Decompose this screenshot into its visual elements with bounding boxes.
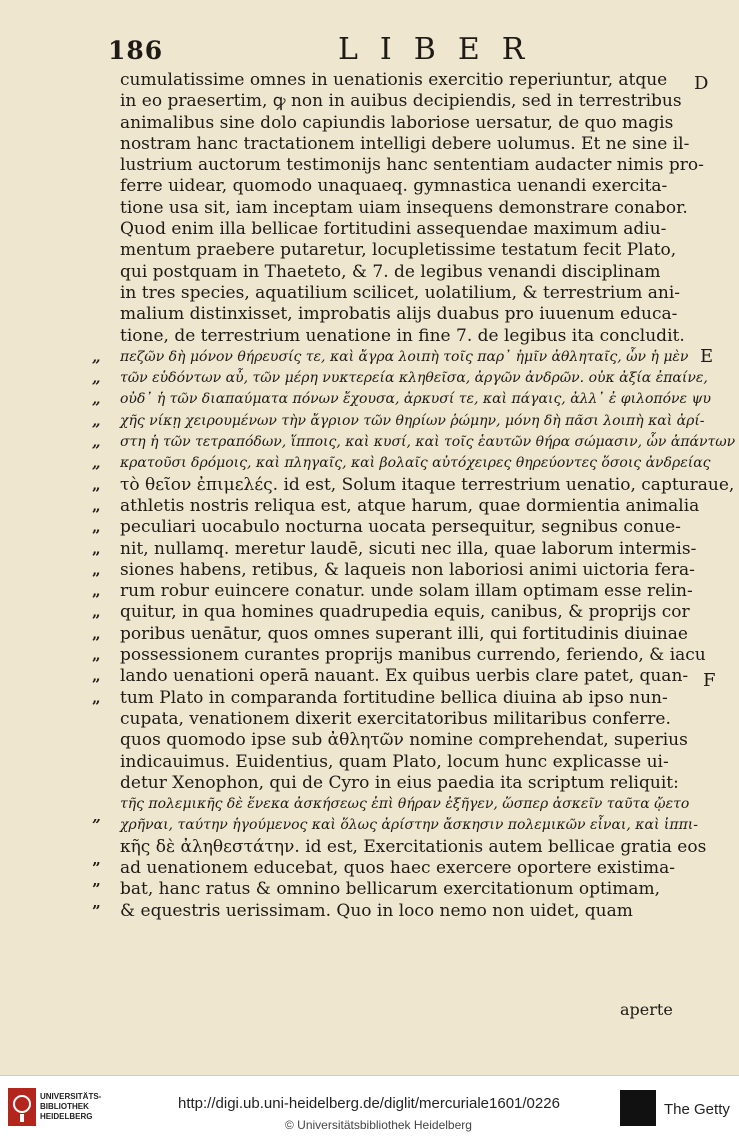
- line-text: lustrium auctorum testimonijs hanc sententiam audacter nimis pro-: [120, 155, 704, 176]
- text-line: [92, 645, 710, 666]
- text-line: [120, 134, 710, 155]
- text-line: [120, 837, 710, 858]
- line-text: & equestris uerissimam. Quo in loco nemo non uidet, quam: [120, 900, 633, 921]
- line-text: cupata, venationem dixerit exercitatoribus militaribus conferre.: [120, 708, 671, 729]
- line-text: malium distinxisset, improbatis alijs duabus pro iuuenum educa-: [120, 304, 678, 325]
- text-line: [120, 283, 710, 304]
- quote-mark: „: [92, 539, 101, 558]
- text-line: [92, 538, 710, 560]
- line-text: tione usa sit, iam inceptam uiam insequens demonstrare conabor.: [120, 197, 688, 218]
- quote-mark: „: [92, 454, 101, 473]
- margin-letter-f: F: [703, 670, 716, 691]
- text-line: [92, 687, 710, 709]
- quote-mark: ”: [92, 901, 101, 920]
- margin-letter-e: E: [700, 346, 714, 367]
- text-line: [120, 91, 710, 112]
- copyright-notice: © Universitätsbibliothek Heidelberg: [285, 1118, 472, 1132]
- text-line: [92, 602, 710, 623]
- text-line: [92, 559, 710, 581]
- text-line: [120, 176, 710, 197]
- quote-mark: ”: [92, 858, 101, 877]
- text-line: [120, 113, 710, 134]
- page-number: 186: [108, 36, 164, 65]
- text-line: [120, 730, 710, 751]
- viewer-footer: [0, 1075, 739, 1141]
- quote-mark: „: [92, 411, 101, 430]
- line-text: siones habens, retibus, & laqueis non laboriosi animi uictoria fera-: [120, 559, 695, 580]
- quote-mark: ”: [92, 880, 101, 899]
- quote-mark: „: [92, 390, 101, 409]
- line-text: poribus uenātur, quos omnes superant illi, qui fortitudinis diuinae: [120, 623, 688, 644]
- margin-letter-d: D: [694, 73, 709, 94]
- line-text: τῶν εὑδόντων αὖ, τῶν μέρη νυκτερεία κληθεῖσα, ἀργῶν ἀνδρῶν. οὐκ ἀξία ἐπαίνε,: [120, 370, 708, 387]
- line-text: possessionem curantes proprijs manibus currendo, feriendo, & iacu: [120, 645, 706, 666]
- text-line: [120, 752, 710, 773]
- line-text: mentum praebere putaretur, locupletissime testatum fecit Plato,: [120, 240, 677, 261]
- text-line: [92, 857, 710, 879]
- line-text: cumulatissime omnes in uenationis exercitio reperiuntur, atque: [120, 70, 668, 90]
- quote-mark: „: [92, 646, 101, 665]
- line-text: nostram hanc tractationem intelligi debere uolumus. Et ne sine il-: [120, 133, 690, 154]
- line-text: οὐδ᾽ ἡ τῶν διαπαύματα πόνων ἔχουσα, ἀρκυσί τε, καὶ πάγαις, ἀλλ᾽ ἐ φιλοπόνε ψυ: [120, 391, 711, 408]
- quote-mark: „: [92, 369, 101, 388]
- text-line: [92, 389, 711, 410]
- line-text: lando uenationi operā nauant. Ex quibus uerbis clare patet, quan-: [120, 666, 689, 687]
- partner-name: The Getty: [664, 1101, 730, 1118]
- running-title: LIBER: [338, 32, 547, 67]
- quote-mark: „: [92, 667, 101, 686]
- text-line: [92, 411, 710, 432]
- line-text: ad uenationem educebat, quos haec exercere oportere existima-: [120, 857, 675, 878]
- quote-mark: „: [92, 582, 101, 601]
- text-line: [92, 368, 710, 389]
- text-line: [120, 198, 710, 219]
- text-line: [92, 347, 710, 368]
- text-line: [120, 262, 710, 283]
- text-line: [120, 240, 710, 261]
- line-text: στη ἡ τῶν τετραπόδων, ἵπποις, καὶ κυσί, καὶ τοῖς ἑαυτῶν θήρα σώμασιν, ὧν ἁπάντων: [120, 434, 736, 451]
- line-text: ferre uidear, quomodo unaquaeq. gymnastica uenandi exercita-: [120, 176, 668, 197]
- getty-logo-icon: [620, 1090, 656, 1126]
- text-line: [92, 623, 710, 645]
- text-line: [92, 474, 735, 496]
- line-text: peculiari uocabulo nocturna uocata persequitur, segnibus conue-: [120, 517, 681, 538]
- text-line: [120, 155, 710, 176]
- line-text: quitur, in qua homines quadrupedia equis, canibus, & proprijs cor: [120, 602, 690, 623]
- line-text: tum Plato in comparanda fortitudine bellica diuina ab ipso nun-: [120, 687, 668, 708]
- institution-name: UNIVERSITÄTS- BIBLIOTHEK HEIDELBERG: [40, 1092, 102, 1121]
- line-text: χῆς νίκῃ χειρουμένων τὴν ἄγριον τῶν θηρίων ῥώμην, μόνη δὴ πᾶσι λοιπὴ καὶ ἀρί-: [120, 412, 705, 429]
- text-line: [92, 879, 710, 900]
- text-line: [92, 666, 710, 687]
- line-text: animalibus sine dolo capiundis laboriose uersatur, de quo magis: [120, 112, 674, 133]
- body-text: [92, 70, 736, 922]
- line-text: χρῆναι, ταύτην ἡγούμενος καὶ ὅλως ἀρίστην ἄσκησιν πολεμικῶν εἶναι, καὶ ἱππι-: [120, 817, 698, 834]
- quote-mark: „: [92, 347, 101, 366]
- quote-mark: „: [92, 560, 101, 579]
- line-text: detur Xenophon, qui de Cyro in eius paedia ita scriptum reliquit:: [120, 772, 679, 793]
- quote-mark: „: [92, 475, 101, 494]
- quote-mark: „: [92, 603, 101, 622]
- line-text: bat, hanc ratus & omnino bellicarum exercitationum optimam,: [120, 879, 661, 900]
- line-text: κρατοῦσι δρόμοις, καὶ πληγαῖς, καὶ βολαῖς αὐτόχειρες θηρεύοντες ὅσοις ἀνδρείας: [120, 455, 711, 472]
- text-line: [92, 815, 710, 836]
- line-text: qui postquam in Thaeteto, & 7. de legibus venandi disciplinam: [120, 261, 661, 282]
- quote-mark: „: [92, 624, 101, 643]
- text-line: [120, 794, 710, 815]
- text-line: [92, 581, 710, 602]
- line-text: nit, nullamq. meretur laudē, sicuti nec illa, quae laborum intermis-: [120, 538, 697, 559]
- text-line: [120, 70, 710, 91]
- quote-mark: ”: [92, 816, 101, 835]
- source-url[interactable]: http://digi.ub.uni-heidelberg.de/diglit/mercuriale1601/0226: [178, 1095, 560, 1112]
- text-line: [120, 773, 710, 794]
- quote-mark: „: [92, 433, 101, 452]
- text-line: [92, 432, 736, 453]
- text-line: [92, 495, 710, 517]
- text-line: [92, 517, 710, 538]
- line-text: quos quomodo ipse sub ἀθλητῶν nomine comprehendat, superius: [120, 730, 688, 751]
- university-seal-icon: [8, 1088, 36, 1126]
- text-line: [120, 304, 710, 325]
- text-line: [120, 709, 710, 730]
- quote-mark: „: [92, 688, 101, 707]
- catchword: aperte: [620, 1000, 673, 1019]
- text-line: [120, 219, 710, 240]
- text-line: [120, 326, 710, 347]
- line-text: κῆς δὲ ἀληθεστάτην. id est, Exercitationis autem bellicae gratia eos: [120, 836, 707, 857]
- line-text: πεζῶν δὴ μόνον θήρευσίς τε, καὶ ἄγρα λοιπὴ τοῖς παρ᾽ ἡμῖν ἀθληταῖς, ὧν ἡ μὲν: [120, 348, 689, 365]
- line-text: tione, de terrestrium uenatione in fine 7. de legibus ita concludit.: [120, 325, 685, 346]
- line-text: in tres species, aquatilium scilicet, uolatilium, & terrestrium ani-: [120, 282, 681, 303]
- quote-mark: „: [92, 518, 101, 537]
- line-text: in eo praesertim, ꝙ non in auibus decipiendis, sed in terrestribus: [120, 91, 682, 112]
- text-line: [92, 453, 711, 474]
- line-text: rum robur euincere conatur. unde solam illam optimam esse relin-: [120, 581, 693, 602]
- line-text: τὸ θεῖον ἐπιμελές. id est, Solum itaque terrestrium uenatio, capturaue,: [120, 474, 735, 495]
- line-text: indicauimus. Euidentius, quam Plato, locum hunc explicasse ui-: [120, 751, 669, 772]
- line-text: Quod enim illa bellicae fortitudini assequendae maximum adiu-: [120, 219, 667, 240]
- quote-mark: „: [92, 496, 101, 515]
- line-text: athletis nostris reliqua est, atque harum, quae dormientia animalia: [120, 495, 700, 516]
- line-text: τῆς πολεμικῆς δὲ ἕνεκα ἀσκήσεως ἐπὶ θήραν ἐξῆγεν, ὥσπερ ἀσκεῖν ταῦτα ᾤετο: [120, 796, 690, 813]
- text-line: [92, 900, 710, 922]
